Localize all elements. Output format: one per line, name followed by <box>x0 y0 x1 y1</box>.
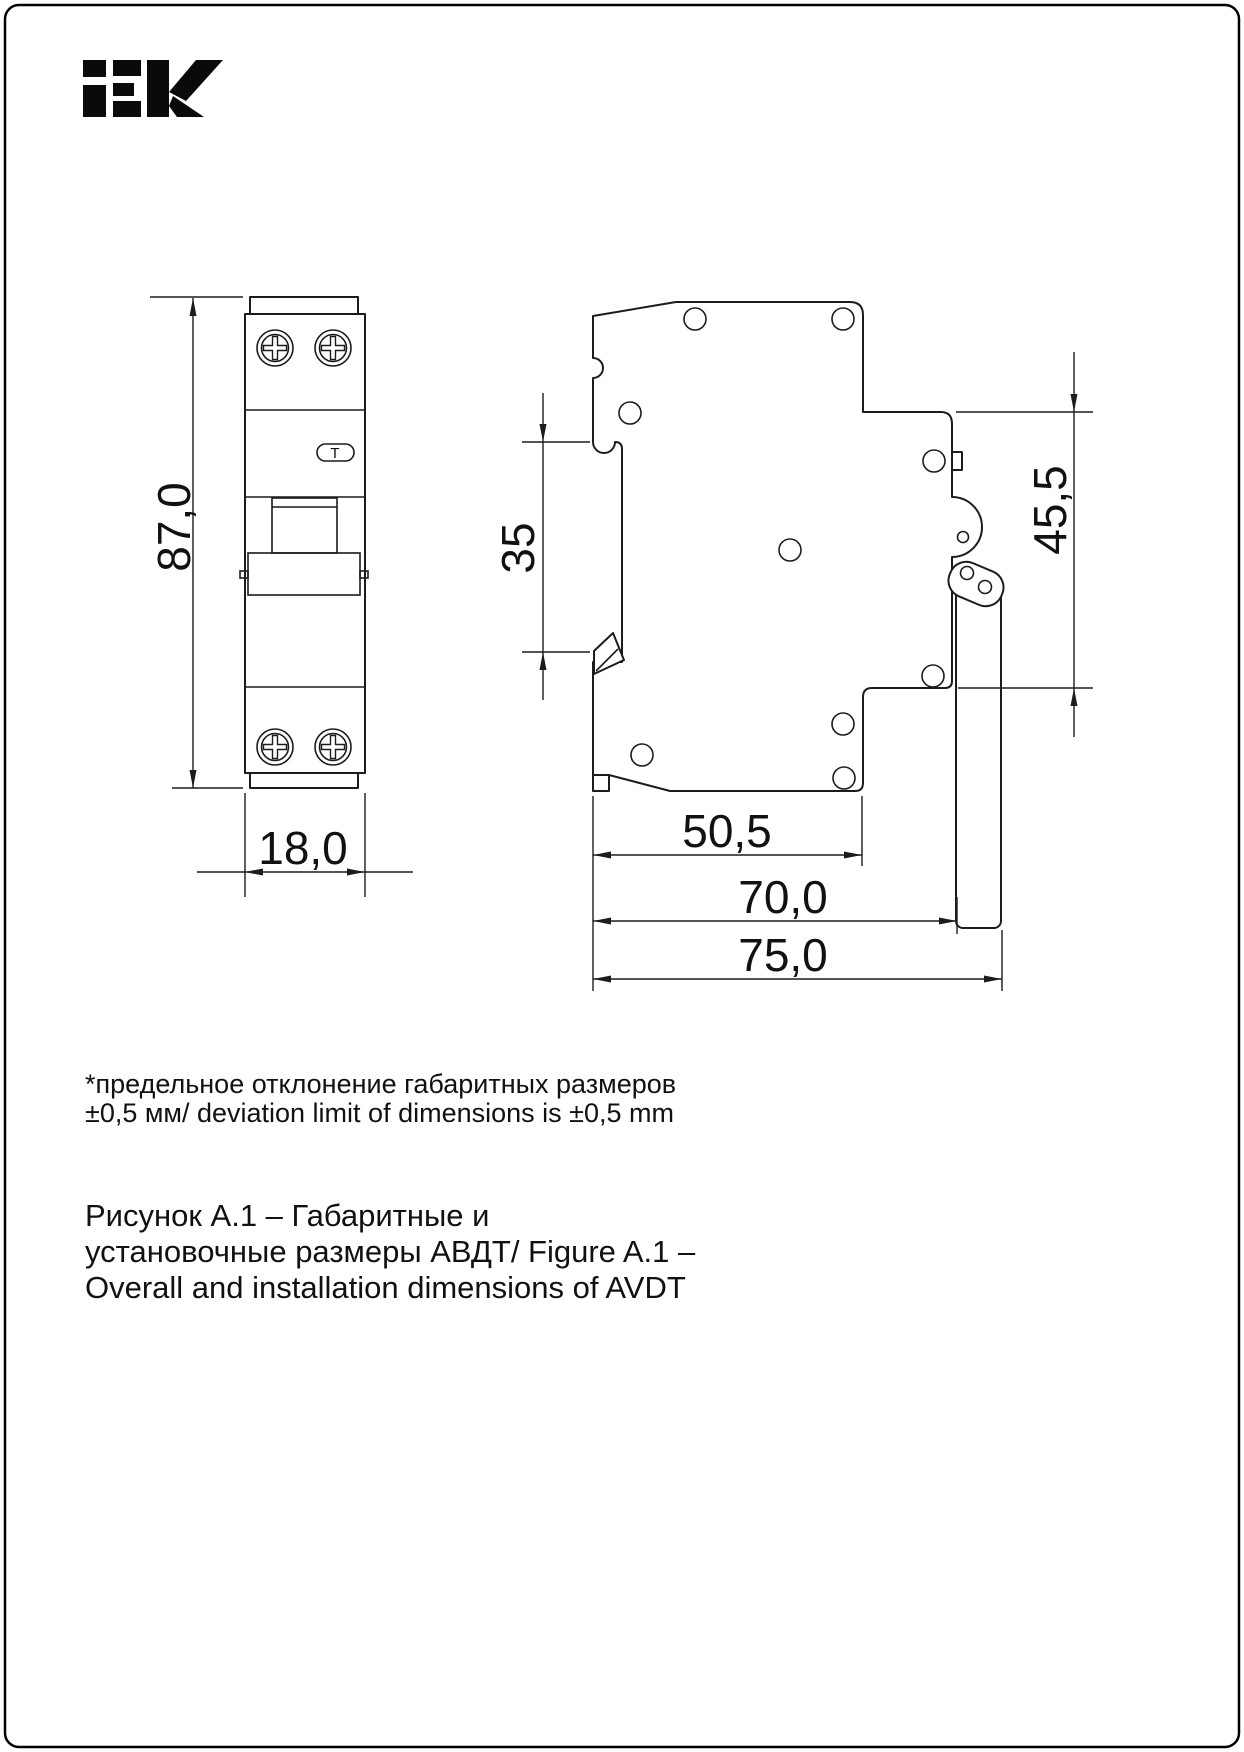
logo-e-bottom-bar <box>113 101 141 117</box>
note-line-2: ±0,5 мм/ deviation limit of dimensions is ±0,5 mm <box>85 1098 674 1128</box>
tolerance-note <box>85 1069 676 1128</box>
dim-front-width-label: 18,0 <box>258 822 348 874</box>
page-border <box>5 5 1239 1747</box>
dimension-depth-latch <box>593 871 957 934</box>
dimension-depth-step <box>593 796 862 866</box>
logo-e-mid-bar <box>113 83 134 96</box>
dim-depth-step-label: 50,5 <box>682 805 772 857</box>
caption-line-2: установочные размеры АВДТ/ Figure A.1 – <box>85 1234 696 1269</box>
front-view <box>240 297 368 788</box>
logo-e-top-bar <box>113 60 141 76</box>
caption-line-3: Overall and installation dimensions of AVDT <box>85 1270 686 1305</box>
side-body-outline <box>593 302 982 791</box>
figure-caption <box>85 1198 696 1305</box>
edge-detail-tab <box>952 452 962 470</box>
front-top-cap <box>250 297 358 314</box>
front-bottom-cap <box>250 773 358 788</box>
logo-i-dot <box>83 60 106 77</box>
logo-i-stem <box>83 85 106 117</box>
note-line-1: *предельное отклонение габаритных размеров <box>85 1069 677 1099</box>
dim-depth-total-label: 75,0 <box>738 929 828 981</box>
dimension-front-height <box>148 297 243 788</box>
dim-rear-step-label: 45,5 <box>1024 465 1076 555</box>
test-button-label: T <box>330 445 340 462</box>
dim-depth-latch-label: 70,0 <box>738 871 828 923</box>
side-view <box>593 302 1009 928</box>
front-body <box>245 314 365 773</box>
dim-din-rail-label: 35 <box>492 522 544 574</box>
logo-k-upper-arm <box>169 60 223 101</box>
dim-front-height-label: 87,0 <box>148 482 200 572</box>
din-latch-strip <box>956 578 1001 928</box>
iek-logo <box>83 60 223 117</box>
caption-line-1: Рисунок А.1 – Габаритные и <box>85 1198 490 1233</box>
dimension-din-rail <box>492 393 590 700</box>
logo-k-stem <box>147 60 169 117</box>
dimension-depth-total <box>593 929 1002 991</box>
dimension-front-width <box>197 793 413 897</box>
bottom-notch <box>593 775 609 791</box>
